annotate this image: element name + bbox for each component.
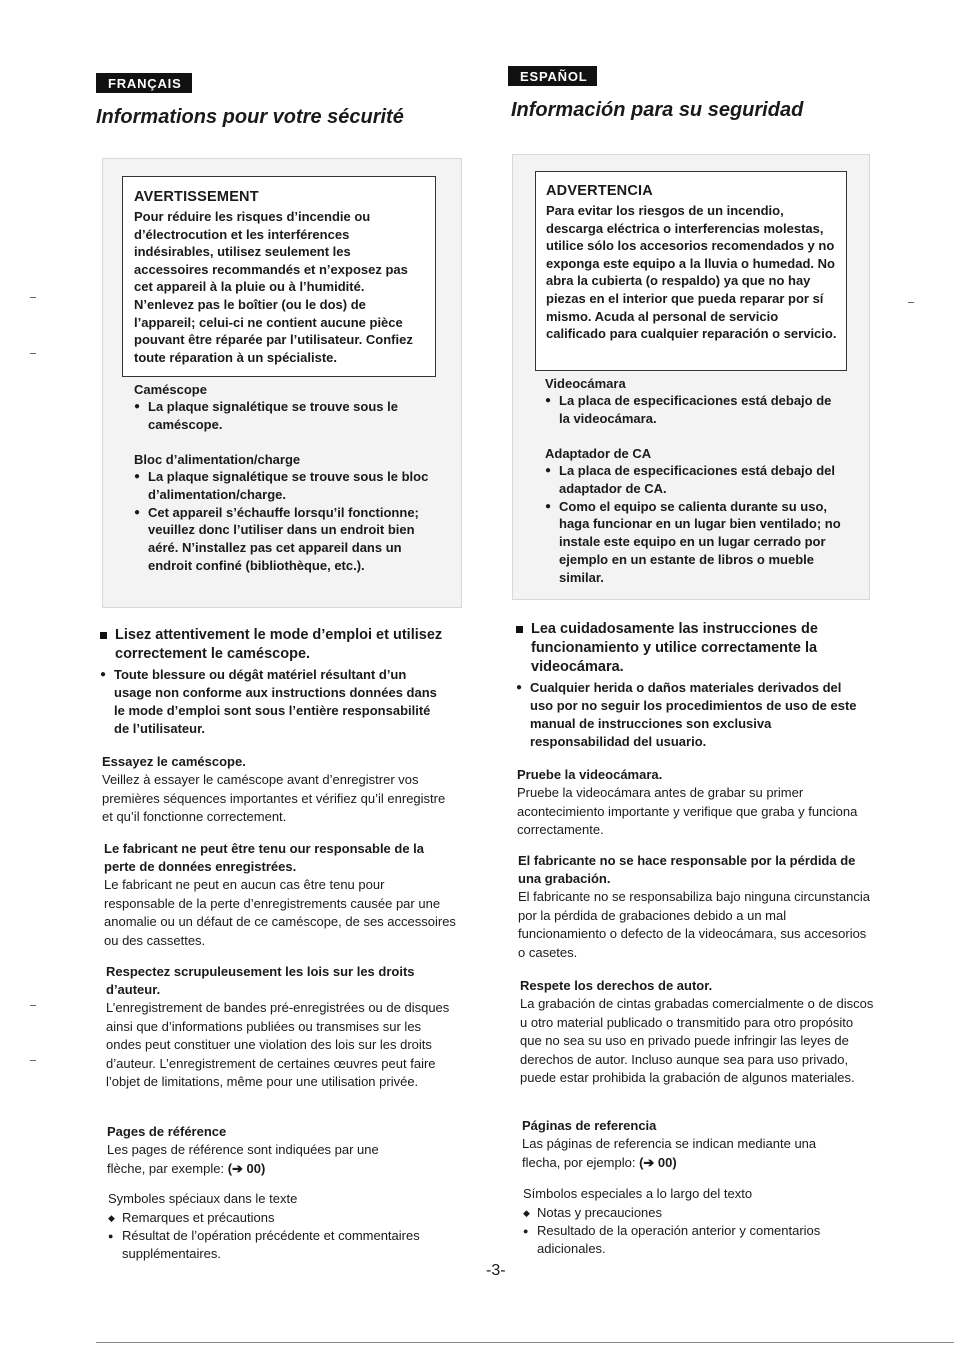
spanish-symbols-section (523, 1185, 873, 1258)
spanish-title: Información para su seguridad (511, 99, 804, 121)
list-item: ● La plaque signalétique se trouve sous le caméscope. (134, 398, 434, 434)
reference-example: (➔ 00) (639, 1154, 677, 1170)
list-item: ● La plaque signalétique se trouve sous le bloc d’alimentation/charge. (134, 468, 434, 504)
symbols-heading: Símbolos especiales a lo largo del texto (523, 1186, 753, 1201)
list-item: Notas y precauciones (537, 1204, 663, 1220)
french-copyright-section (106, 963, 458, 1092)
reference-text: Les pages de référence sont indiquées par une flèche, par exemple: (107, 1142, 379, 1176)
footer-divider (96, 1342, 954, 1343)
maker-heading: El fabricante no se hace responsable por la pérdida de una grabación. (518, 853, 856, 886)
french-title: Informations pour votre sécurité (96, 106, 404, 128)
warning-text: Pour réduire les risques d’incendie ou d’électrocution et les interférences indésirables, utilisez seulement les accessoires recommandés et n’exposez pas cet appareil à la pluie ou à l’humidité. N’enlevez pas le boîtier (ou le dos) de l’appareil; celui-ci ne contient aucune pièce pouvant être réparée par l’utilisateur. Confiez toute réparation à un spécialiste. (134, 209, 413, 365)
warning-text: Para evitar los riesgos de un incendio, descarga eléctrica o interferencias molestas, utilice sólo los accesorios recomendados y no exponga este equipo a la lluvia o humedad. No abra la cubierta (o respaldo) ya que no hay piezas en el interior que pueda reparar por sí mismo. Acuda al personal de servicio calificado para cualquier reparación o servicio. (546, 203, 837, 342)
french-symbols-section (108, 1190, 458, 1263)
french-read-instructions (100, 626, 445, 738)
try-text: Pruebe la videocámara antes de grabar su primer acontecimiento importante y verifique que graba y funciona correctamente. (517, 785, 858, 838)
adapter-heading: Bloc d’alimentation/charge (134, 452, 301, 467)
margin-mark (30, 1005, 36, 1006)
warning-heading: ADVERTENCIA (546, 183, 653, 199)
reference-text: Las páginas de referencia se indican mediante una flecha, por ejemplo: (522, 1136, 817, 1170)
list-item: ● Cet appareil s’échauffe lorsqu’il fonctionne; veuillez donc l’utiliser dans un endroit bien aéré. N’installez pas cet appareil dans un endroit confiné (bibliothèque, etc.). (134, 504, 434, 575)
french-camera-section (134, 381, 434, 434)
language-badge-french: FRANÇAIS (96, 73, 192, 93)
french-reference-section (107, 1123, 417, 1178)
copyright-text: La grabación de cintas grabadas comercialmente o de discos u otro material publicado o transmitido para otro propósito que no sea su uso en privado puede infringir las leyes de derechos de autor. Incluso aunque sea para uso privado, puede estar prohibida la grabación de algunos materiales. (520, 996, 874, 1086)
camera-heading: Videocámara (545, 376, 626, 391)
spanish-adapter-section (545, 445, 845, 587)
spanish-read-instructions (516, 620, 866, 751)
spanish-try-section (517, 766, 869, 840)
margin-mark (30, 297, 36, 298)
list-item: ● Cualquier herida o daños materiales derivados del uso por no seguir los procedimientos de uso de este manual de instrucciones son exclusiva responsabilidad del usuario. (516, 679, 866, 751)
margin-mark (30, 353, 36, 354)
margin-mark (30, 1060, 36, 1061)
reference-example: (➔ 00) (227, 1160, 266, 1176)
french-try-section (102, 753, 454, 827)
list-item: ● Como el equipo se calienta durante su uso, haga funcionar en un lugar bien ventilado; no instale este equipo en un lugar cerrado por ejemplo en un estante de libros o mueble similar. (545, 498, 845, 587)
spanish-reference-section (522, 1117, 842, 1172)
copyright-text: L’enregistrement de bandes pré-enregistrées ou de disques ainsi que d’informations publiées ou transmises sur les ondes peut constituer une violation des lois sur les droits d’auteur. L’enregistrement de certaines œuvres peut faire l’objet de limitations, même pour une utilisation privée. (106, 1000, 450, 1090)
spanish-camera-section (545, 375, 845, 428)
language-badge-spanish: ESPAÑOL (508, 66, 597, 86)
diamond-icon: ◆ (523, 1207, 530, 1218)
try-text: Veillez à essayer le caméscope avant d’enregistrer vos premières séquences importantes et vérifiez qu’il enregistre et qu’il fonctionne correctement. (102, 772, 446, 825)
try-heading: Pruebe la videocámara. (517, 767, 663, 782)
list-item: Resultado de la operación anterior y comentarios adicionales. (537, 1222, 821, 1256)
diamond-icon: ◆ (108, 1212, 115, 1223)
spanish-maker-section (518, 852, 874, 962)
try-heading: Essayez le caméscope. (102, 754, 246, 769)
maker-heading: Le fabricant ne peut être tenu our responsable de la perte de données enregistrées. (104, 841, 425, 874)
list-item: ● La placa de especificaciones está debajo del adaptador de CA. (545, 462, 845, 498)
list-item: ● Toute blessure ou dégât matériel résultant d’un usage non conforme aux instructions données dans le mode d’emploi sont sous l’entière responsabilité de l’utilisateur. (100, 666, 445, 738)
french-warning-box (122, 176, 436, 377)
spanish-copyright-section (520, 977, 876, 1088)
margin-mark (908, 302, 914, 303)
read-heading: Lea cuidadosamente las instrucciones de funcionamiento y utilice correctamente la videocámara. (516, 620, 866, 677)
list-item: ● La placa de especificaciones está debajo de la videocámara. (545, 392, 845, 428)
list-item: Remarques et précautions (122, 1209, 275, 1225)
bullet-icon: ● (523, 1225, 529, 1236)
page-number: -3- (486, 1262, 506, 1279)
maker-text: Le fabricant ne peut en aucun cas être tenu pour responsable de la perte d’enregistrements causée par une anomalie ou un défaut de ce caméscope, de ses accessoires ou des cassettes. (104, 877, 456, 948)
reference-heading: Pages de référence (107, 1124, 227, 1139)
french-maker-section (104, 840, 456, 950)
camera-heading: Caméscope (134, 382, 207, 397)
reference-heading: Páginas de referencia (522, 1118, 657, 1133)
read-heading: Lisez attentivement le mode d’emploi et utilisez correctement le caméscope. (100, 626, 445, 664)
french-adapter-section (134, 451, 434, 575)
list-item: Résultat de l’opération précédente et commentaires supplémentaires. (122, 1227, 420, 1261)
maker-text: El fabricante no se responsabiliza bajo ninguna circunstancia por la pérdida de grabaciones debido a un mal funcionamiento o defecto de la videocámara, sus accesorios o casetes. (518, 889, 870, 960)
adapter-heading: Adaptador de CA (545, 446, 652, 461)
copyright-heading: Respectez scrupuleusement les lois sur les droits d’auteur. (106, 964, 415, 997)
spanish-warning-box (535, 171, 847, 371)
symbols-heading: Symboles spéciaux dans le texte (108, 1191, 298, 1206)
copyright-heading: Respete los derechos de autor. (520, 978, 713, 993)
bullet-icon: ● (108, 1230, 114, 1241)
warning-heading: AVERTISSEMENT (134, 189, 259, 205)
